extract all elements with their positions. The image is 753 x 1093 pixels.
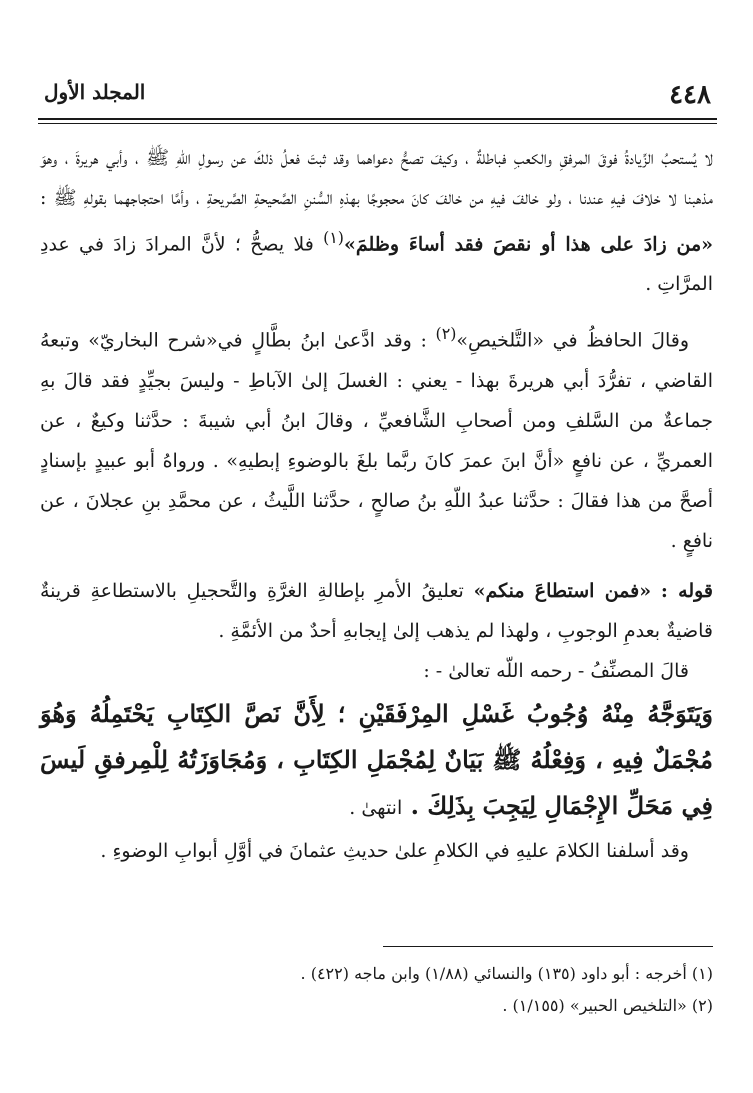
paragraph [40, 138, 713, 304]
matn-body: وَيَتَوَجَّهُ مِنْهُ وُجُوبُ غَسْلِ المِرْفَقَيْنِ ؛ لِأَنَّ نَصَّ الكِتَابِ يَحْتَمِلُهُ وَهُوَ مُجْمَلٌ فِيهِ ، وَفِعْلُهُ ﷺ بَيَانٌ لِمُجْمَلِ الكِتَابِ ، وَمُجَاوَزَتُهُ لِلْمِرفقِ لَيسَ فِي مَحَلِّ الإِجْمَالِ لِيَجِبَ بِذَلِكَ . [40, 698, 713, 820]
paragraph-text: لا يُستحبُ الزِّيادةُ فوقَ المرفقِ والكعبِ فباطلةٌ ، وكيفَ تصحُّ دعواهما وقد ثبتَ فعلُ ذلكَ عن رسولِ اللّهِ ﷺ ، وأبي هريرةَ ، وهوَ مذهبنا لا خلافَ فيهِ عندنا ، ولو خالفَ فيهِ من خالفَ كانَ محجوجًا بهذهِ السُّننِ الصَّحيحةِ الصَّريحةِ ، وأمَّا احتجاجهما بقولهِ ﷺ : [40, 147, 713, 209]
footnote-ref: (١) [323, 228, 344, 247]
hadith-quote: «من زادَ على هذا أو نقصَ فقد أساءَ وظلمَ» [343, 233, 713, 256]
header-rule [38, 118, 717, 120]
paragraph-text: وقالَ الحافظُ في «التَّلخيصِ» [456, 329, 689, 352]
page-number: ٤٤٨ [669, 80, 711, 110]
commentary-label: قوله : [660, 579, 714, 602]
footnote-rule [383, 946, 713, 947]
paragraph [40, 314, 713, 560]
page-body [40, 138, 713, 871]
header-rule-thin [38, 123, 717, 124]
footnotes [40, 958, 713, 1022]
page-header [38, 74, 717, 114]
matn-end: انتهىٰ . [349, 796, 403, 819]
author-intro: قالَ المصنِّفُ - رحمه اللّه تعالىٰ - : [423, 659, 689, 682]
paragraph [40, 571, 713, 651]
paragraph-text: : وقد ادَّعىٰ ابنُ بطَّالٍ في«شرح البخاريّ» وتبعهُ القاضي ، تفرُّدَ أبي هريرةَ بهذا - يعني : الغسلَ إلىٰ الآباطِ - وليسَ بجيِّدٍ فقد قالَ بهِ جماعةٌ من السَّلفِ ومن أصحابِ الشَّافعيِّ ، وقالَ ابنُ أبي شيبةَ : حدَّثنا وكيعٌ ، عن العمريِّ ، عن نافعٍ «أنَّ ابنَ عمرَ كانَ ربَّما بلغَ بالوضوءِ إبطيهِ» . ورواهُ أبو عبيدٍ بإسنادٍ أصحَّ من هذا فقالَ : حدَّثنا عبدُ اللّهِ بنُ صالحٍ ، حدَّثنا اللَّيثُ ، عن محمَّدِ بنِ عجلانَ ، عن نافعٍ . [40, 329, 713, 552]
paragraph: وقد أسلفنا الكلامَ عليهِ في الكلامِ علىٰ حديثِ عثمانَ في أوَّلِ أبوابِ الوضوءِ . [100, 839, 689, 862]
footnote: (١) أخرجه : أبو داود (١٣٥) والنسائي (١/٨٨) وابن ماجه (٤٢٢) . [300, 964, 713, 983]
matn-text [40, 691, 713, 831]
paragraph-text: تعليقُ الأمرِ بإطالةِ الغرَّةِ والتَّحجيلِ بالاستطاعةِ قرينةٌ قاضيةٌ بعدمِ الوجوبِ ، ولهذا لم يذهب إلىٰ إيجابهِ أحدٌ من الأئمَّةِ . [40, 579, 713, 642]
quoted-phrase: «فمن استطاعَ منكم» [473, 579, 652, 602]
paragraph-text: فلا يصحُّ ؛ لأنَّ المرادَ زادَ في عددِ المرَّاتِ . [40, 233, 713, 296]
footnote: (٢) «التلخيص الحبير» (١/١٥٥) . [502, 996, 713, 1015]
footnote-ref: (٢) [435, 324, 457, 344]
volume-title: المجلد الأول [44, 80, 146, 104]
